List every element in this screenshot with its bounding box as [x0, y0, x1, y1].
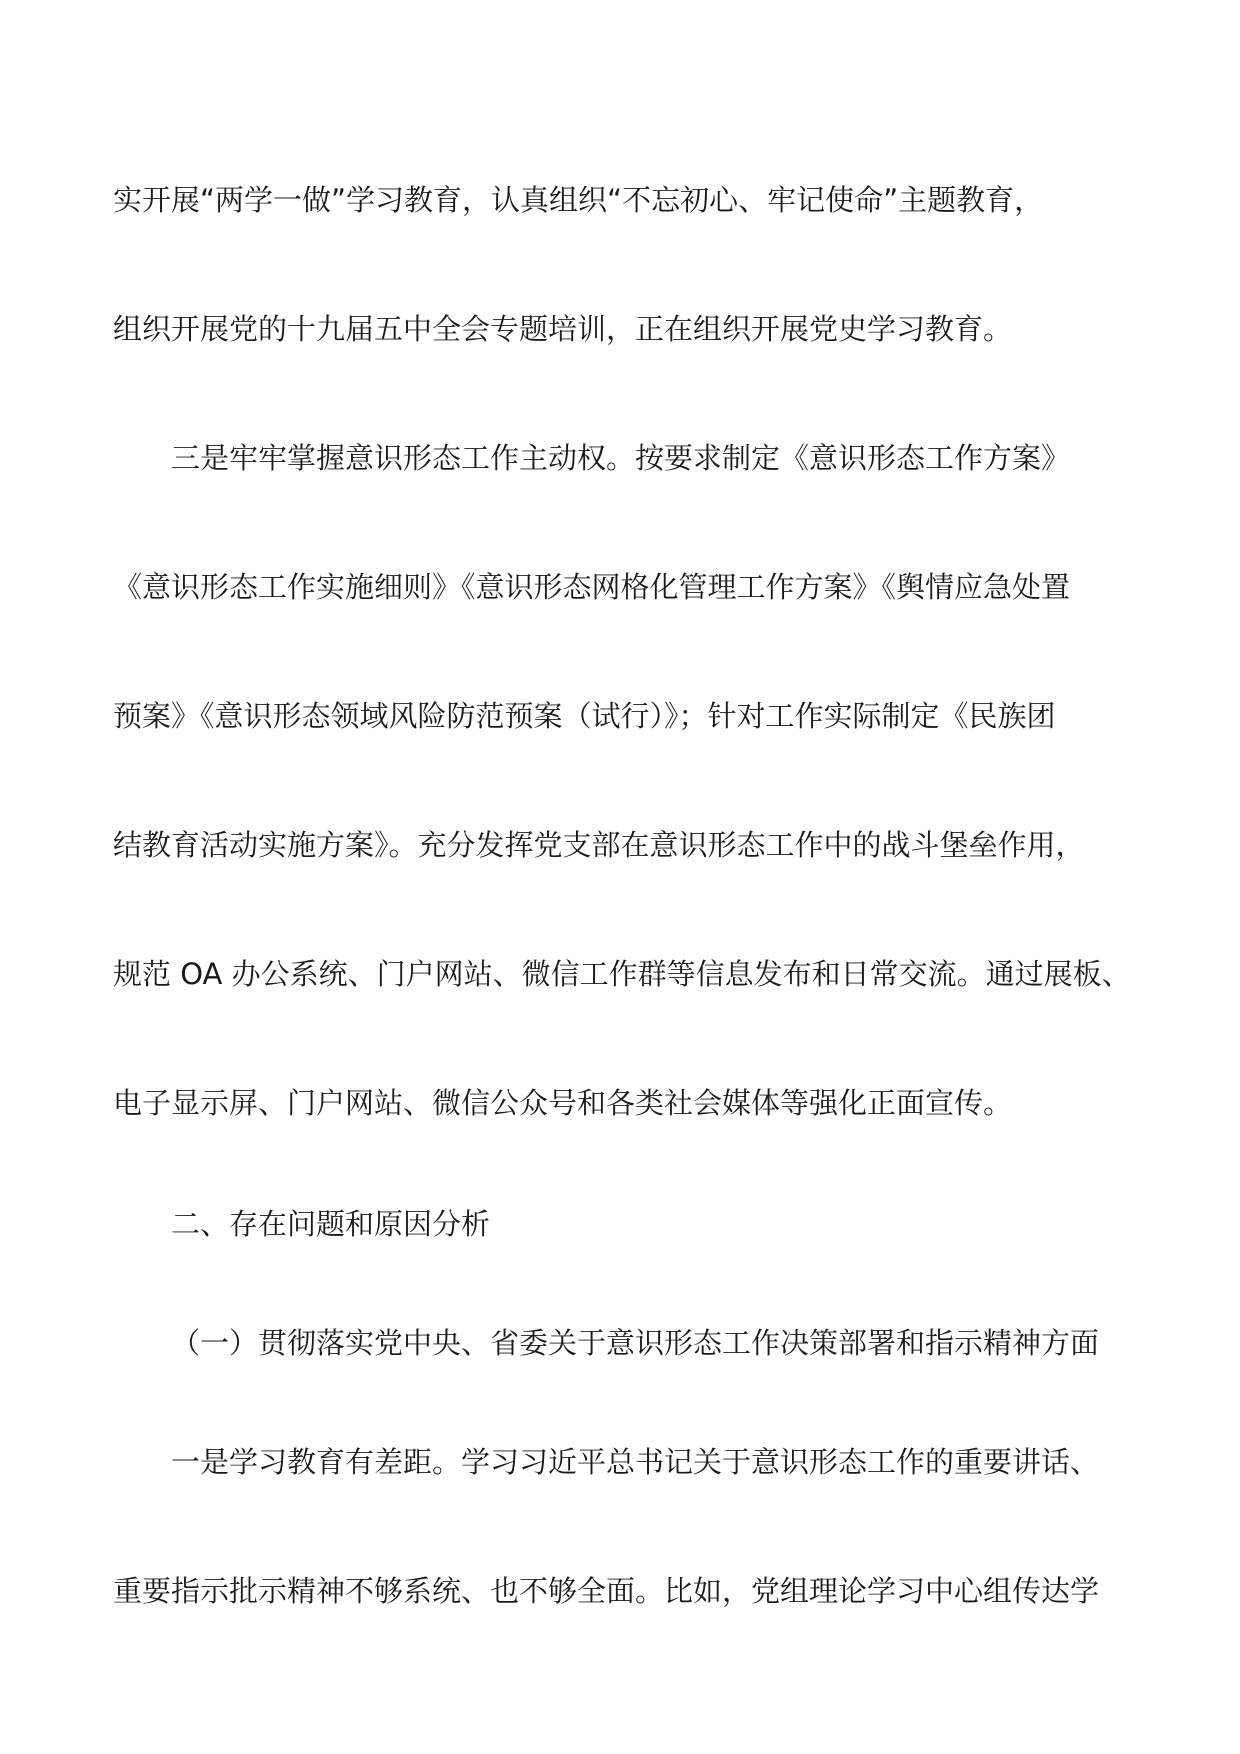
text-line: 预案》《意识形态领域风险防范预案（试行）》；针对工作实际制定《民族团 — [113, 699, 1056, 733]
text-line: 规范 OA 办公系统、门户网站、微信工作群等信息发布和日常交流。通过展板、 — [113, 957, 1131, 991]
text-line: 结教育活动实施方案》。充分发挥党支部在意识形态工作中的战斗堡垒作用， — [113, 828, 1085, 862]
text-line: 《意识形态工作实施细则》《意识形态网格化管理工作方案》《舆情应急处置 — [113, 570, 1071, 604]
subsection-heading: （一）贯彻落实党中央、省委关于意识形态工作决策部署和指示精神方面 — [171, 1326, 1100, 1360]
text-line: 重要指示批示精神不够系统、也不够全面。比如，党组理论学习中心组传达学 — [113, 1574, 1100, 1608]
paragraph-start-line: 三是牢牢掌握意识形态工作主动权。按要求制定《意识形态工作方案》 — [171, 441, 1071, 475]
text-line: 实开展“两学一做”学习教育，认真组织“不忘初心、牢记使命”主题教育， — [113, 183, 1044, 217]
section-heading: 二、存在问题和原因分析 — [171, 1207, 491, 1241]
text-line: 电子显示屏、门户网站、微信公众号和各类社会媒体等强化正面宣传。 — [113, 1086, 1013, 1120]
paragraph-start-line: 一是学习教育有差距。学习习近平总书记关于意识形态工作的重要讲话、 — [171, 1445, 1100, 1479]
text-line: 组织开展党的十九届五中全会专题培训，正在组织开展党史学习教育。 — [113, 312, 1013, 346]
